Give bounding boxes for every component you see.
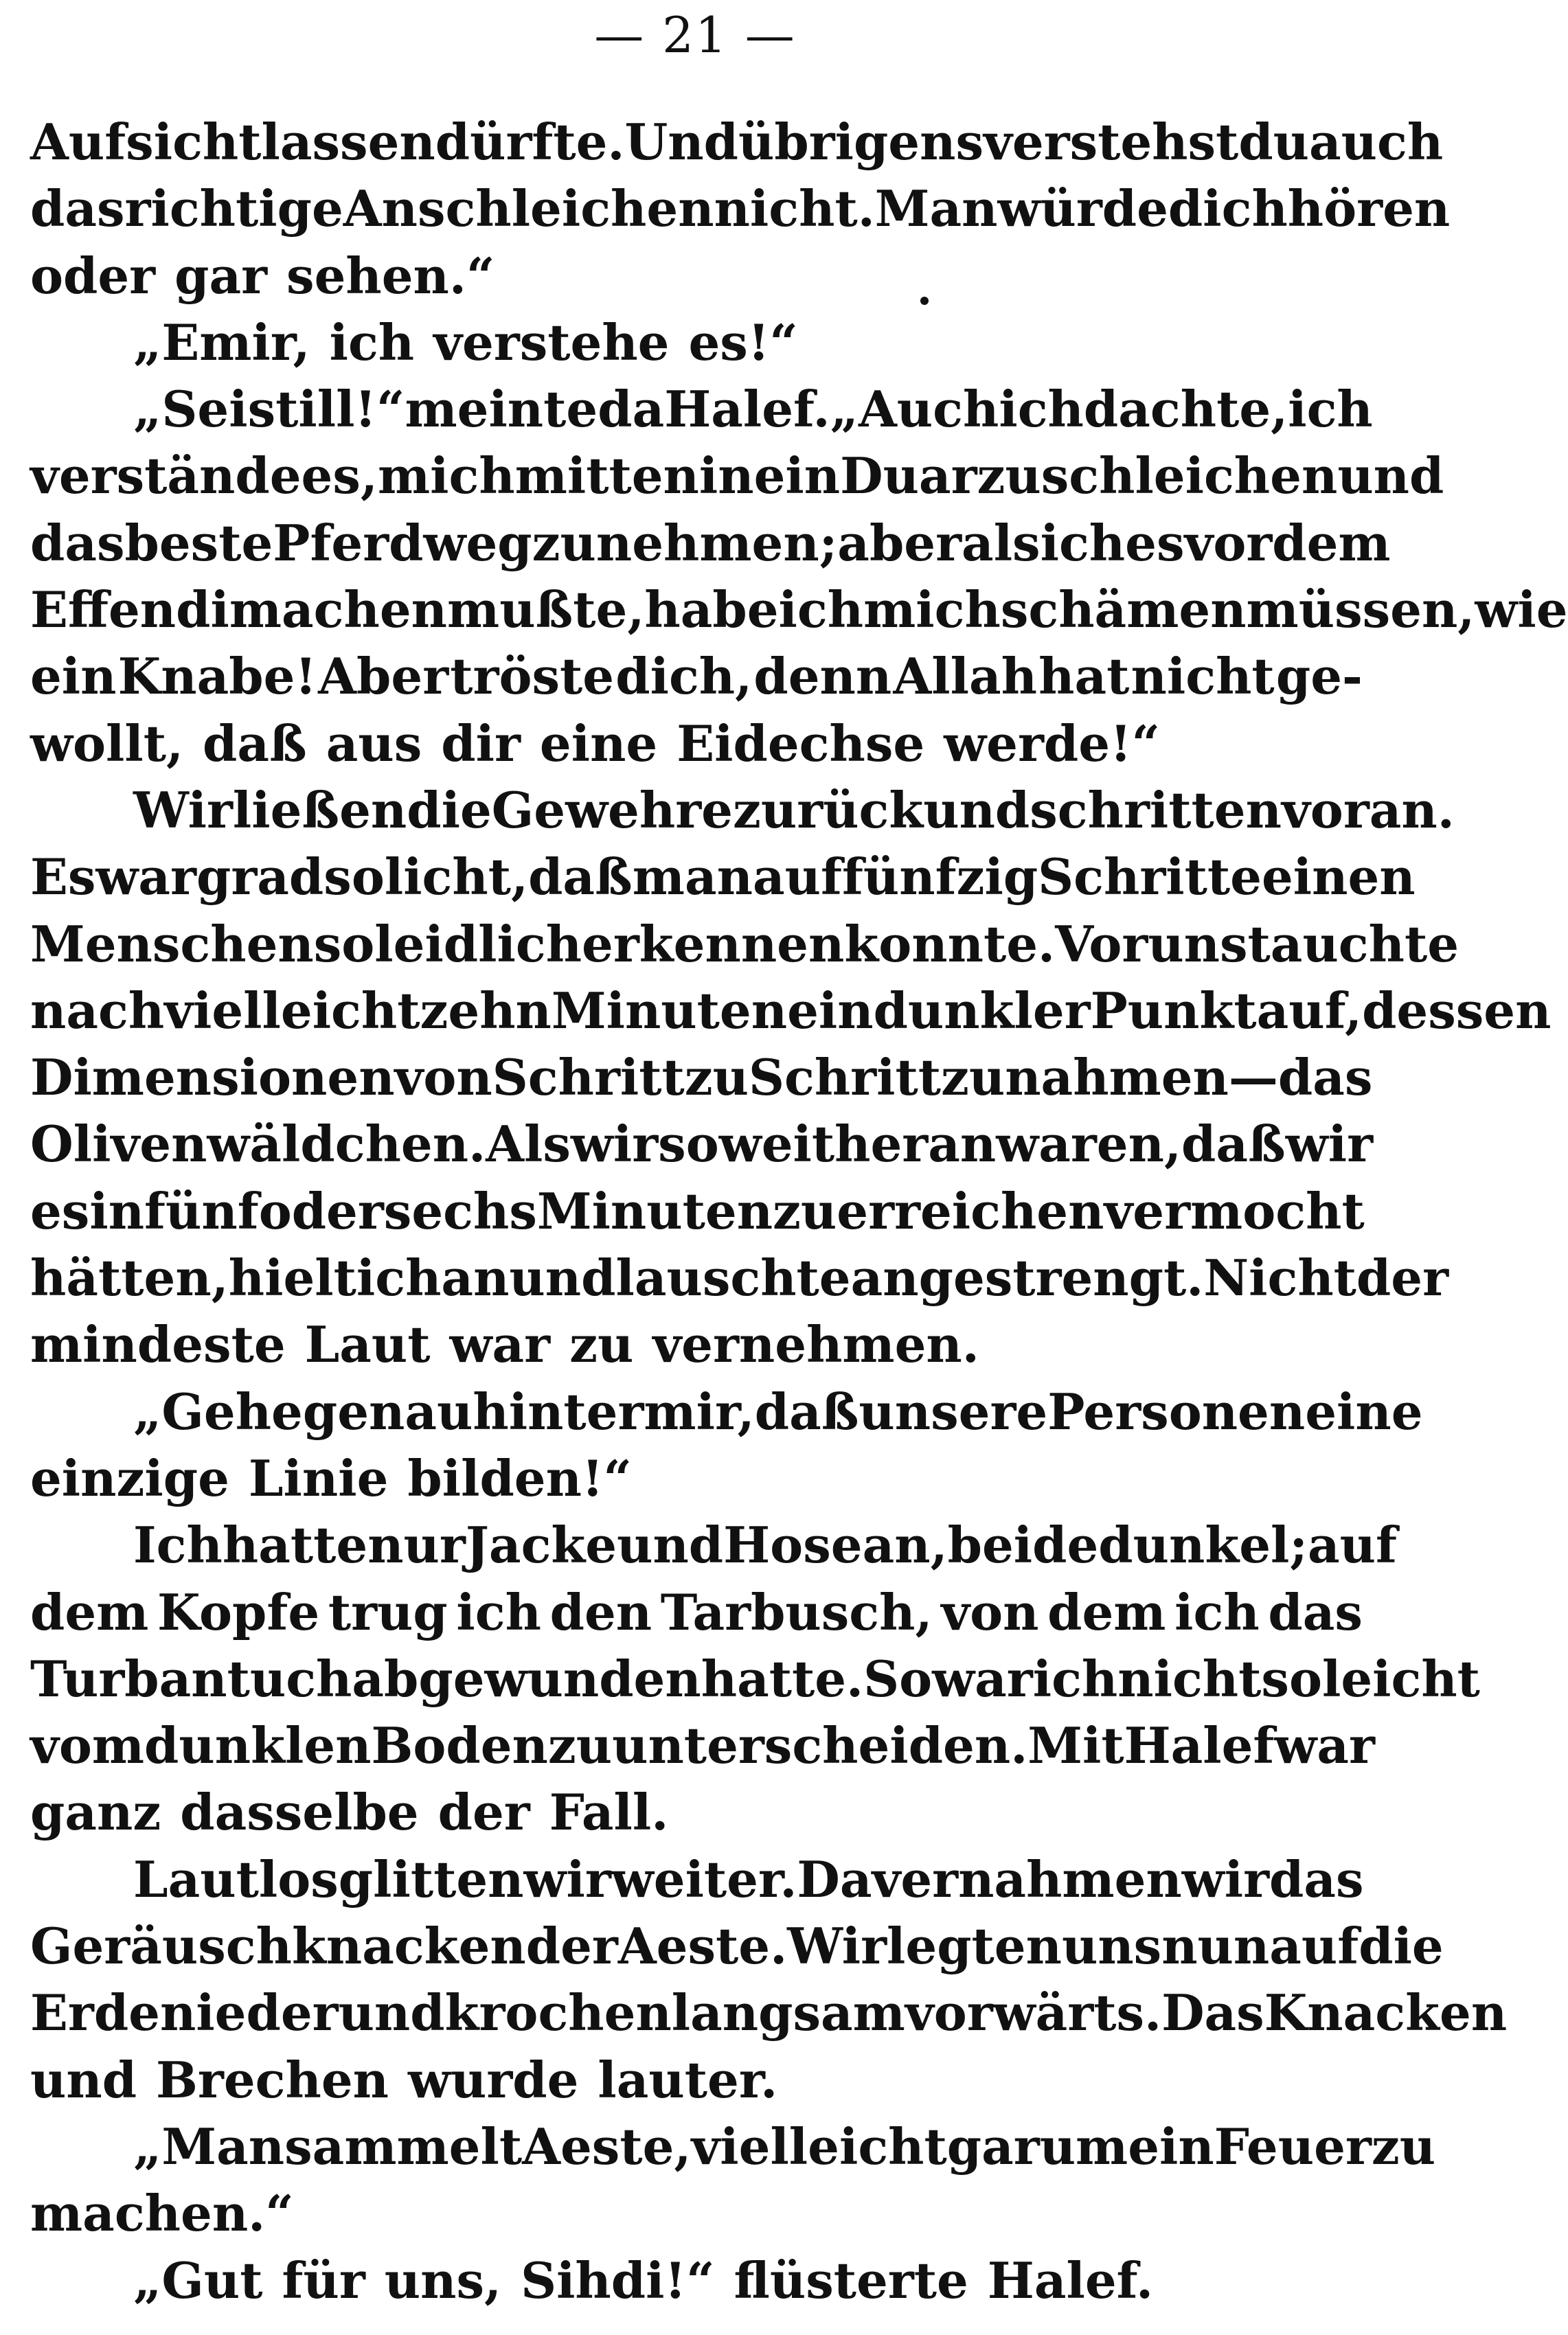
word: verstände	[30, 446, 302, 505]
text-line	[30, 1445, 1363, 1512]
word: Es	[30, 847, 96, 907]
word: Knabe!	[117, 647, 317, 706]
text-line	[30, 643, 1363, 709]
word: beste	[124, 513, 273, 572]
word: Lautlos	[133, 1849, 339, 1909]
word: uns,	[384, 2251, 502, 2310]
text-line	[30, 1244, 1449, 1311]
word: Olivenwäldchen.	[30, 1115, 486, 1174]
word: licht,	[384, 847, 529, 907]
word: Da	[797, 1849, 872, 1909]
text-line	[30, 710, 1363, 777]
word: Schritt	[492, 1048, 685, 1107]
word: und	[338, 1983, 445, 2042]
word: so	[323, 847, 385, 907]
word: meinte	[405, 380, 598, 439]
word: ge-	[1275, 647, 1363, 706]
text-line	[30, 911, 1459, 977]
word: fünfzig	[841, 847, 1038, 907]
word: Dimensionen	[30, 1048, 395, 1107]
word: aber	[837, 513, 962, 572]
word: Menschen	[30, 914, 314, 973]
word: daß	[203, 714, 307, 773]
text-line	[30, 1913, 1444, 1979]
word: trug	[328, 1582, 448, 1641]
word: Personen	[1047, 1382, 1306, 1441]
word: mitten	[514, 446, 699, 505]
word: still!“	[247, 380, 405, 439]
word: wurde	[408, 2050, 579, 2109]
word: dunkler	[873, 981, 1091, 1040]
word: der	[1356, 1249, 1449, 1308]
word: hat	[1038, 647, 1130, 706]
word: vom	[30, 1716, 145, 1775]
word: wir	[570, 1115, 659, 1174]
word: auf	[1307, 1516, 1397, 1575]
word: ich	[1288, 380, 1373, 439]
word: konnte.	[844, 914, 1056, 973]
word: hätten,	[30, 1249, 229, 1308]
word: erreichen	[837, 1181, 1104, 1240]
word: einen	[1261, 847, 1416, 907]
text-line	[30, 1979, 1508, 2046]
word: an,	[862, 1516, 948, 1575]
word: zunahmen	[940, 1048, 1229, 1107]
word: uns	[1148, 914, 1248, 973]
text-line	[30, 1712, 1375, 1779]
word: voran.	[1281, 780, 1455, 839]
word: Halef.	[664, 380, 830, 439]
word: nicht.	[714, 179, 875, 238]
word: und	[1337, 446, 1444, 505]
word: Geräusch	[30, 1917, 292, 1976]
word: Minuten	[536, 1181, 773, 1240]
word: Allah	[893, 647, 1037, 706]
word: ein	[753, 446, 841, 505]
word: leidlich	[374, 914, 582, 973]
word: es!“	[688, 312, 798, 372]
word: zu	[684, 1048, 749, 1107]
word: ich	[1174, 1582, 1260, 1641]
word: Und	[624, 113, 738, 171]
word: verstehe	[433, 312, 670, 372]
word: nicht	[1130, 647, 1275, 706]
word: Tarbusch,	[660, 1582, 933, 1641]
word: Anschleichen	[343, 179, 714, 238]
word: Minuten	[551, 981, 788, 1040]
word: Schritt	[748, 1048, 941, 1107]
word: ich	[456, 1582, 541, 1641]
word: flüsterte	[734, 2251, 968, 2310]
word: Das	[1161, 1983, 1264, 2042]
text-line	[30, 1579, 1363, 1645]
word: Fall.	[549, 1783, 669, 1842]
word: dir	[441, 714, 521, 773]
word: eine	[1305, 1382, 1423, 1441]
text-line	[30, 376, 1373, 442]
word: Boden	[371, 1716, 548, 1775]
word: ließen	[232, 780, 407, 839]
word: Pferd	[273, 513, 424, 572]
word: Eidechse	[677, 714, 925, 773]
word: zurück	[732, 780, 924, 839]
word: dich,	[615, 647, 753, 706]
word: „Man	[133, 2117, 285, 2176]
word: daß	[1181, 1115, 1286, 1174]
word: weiter.	[611, 1849, 797, 1909]
word: dürfte.	[435, 113, 625, 171]
word: zu	[1371, 2117, 1436, 2176]
word: Nicht	[1203, 1249, 1356, 1308]
word: hinter	[473, 1382, 644, 1441]
word: Punkt	[1090, 981, 1257, 1040]
word: es	[30, 1181, 90, 1240]
word: „Gehe	[133, 1382, 303, 1441]
word: dessen	[1362, 981, 1552, 1040]
word: Man	[874, 179, 998, 238]
text-line	[30, 1044, 1373, 1110]
text-line	[30, 242, 1363, 309]
word: auf	[752, 847, 842, 907]
word: dunkel;	[1098, 1516, 1308, 1575]
word: gar	[946, 2117, 1040, 2176]
word: lassen	[261, 113, 435, 171]
text-line	[30, 1779, 1363, 1845]
word: Wir	[787, 1917, 887, 1976]
word: war	[1274, 1716, 1375, 1775]
word: tröste	[450, 647, 615, 706]
word: waren,	[996, 1115, 1182, 1174]
word: wir	[523, 1849, 611, 1909]
word: vernahmen	[872, 1849, 1182, 1909]
text-line	[30, 1512, 1397, 1578]
word: müssen,	[1246, 580, 1475, 639]
word: Aufsicht	[30, 113, 262, 171]
word: sehen.“	[286, 246, 495, 305]
word: ich	[1040, 513, 1126, 572]
word: lauschte	[615, 1249, 851, 1308]
word: mich	[377, 446, 515, 505]
word: der	[438, 1783, 530, 1842]
word: lauter.	[598, 2050, 778, 2109]
word: vernehmen.	[652, 1315, 979, 1374]
word: um	[1039, 2117, 1128, 2176]
word: Jacke	[465, 1516, 617, 1575]
word: so	[658, 1115, 719, 1174]
word: leicht	[1321, 1649, 1480, 1708]
text-line	[30, 510, 1391, 576]
word: oder	[258, 1181, 384, 1240]
text-line	[30, 1846, 1363, 1913]
word: „Sei	[133, 380, 248, 439]
word: ich	[999, 380, 1084, 439]
word: schritten	[1030, 780, 1282, 839]
word: Halef	[1124, 1716, 1275, 1775]
word: dem	[30, 1582, 149, 1641]
word: zu	[569, 1315, 634, 1374]
word: habe	[644, 580, 779, 639]
text-line	[30, 1110, 1373, 1177]
word: das	[1268, 1582, 1363, 1641]
word: krochen	[444, 1983, 672, 2042]
word: aus	[326, 714, 422, 773]
word: an	[441, 1249, 510, 1308]
word: in	[89, 1181, 145, 1240]
word: nicht	[1117, 1649, 1262, 1708]
word: abgewunden	[352, 1649, 701, 1708]
word: mußte,	[447, 580, 645, 639]
word: zu	[773, 1181, 837, 1240]
word: ich	[356, 1249, 442, 1308]
word: Mit	[1027, 1716, 1124, 1775]
word: Erde	[30, 1983, 160, 2042]
word: dunklen	[144, 1716, 372, 1775]
word: denn	[753, 647, 892, 706]
word: glitten	[338, 1849, 524, 1909]
text-line	[30, 309, 1363, 376]
word: „Gut	[133, 2251, 263, 2310]
word: legten	[887, 1917, 1062, 1976]
word: nieder	[159, 1983, 339, 2042]
word: Halef.	[987, 2251, 1154, 2310]
word: die	[1359, 1917, 1444, 1976]
word: weit	[718, 1115, 835, 1174]
word: wollt,	[30, 714, 184, 773]
word: die	[407, 780, 492, 839]
word: daß	[754, 1382, 859, 1441]
text-line	[30, 977, 1552, 1044]
word: vielleicht	[691, 2117, 947, 2176]
word: übrigens	[738, 113, 984, 171]
word: „Auch	[830, 380, 999, 439]
word: Duar	[840, 446, 977, 505]
word: von	[394, 1048, 492, 1107]
word: tauchte	[1247, 914, 1459, 973]
text-line	[30, 1378, 1423, 1445]
word: werde!“	[944, 714, 1161, 773]
word: schleichen	[1041, 446, 1338, 505]
word: oder	[30, 246, 156, 305]
word: uns	[1061, 1917, 1162, 1976]
word: ganz	[30, 1783, 161, 1842]
word: So	[863, 1649, 933, 1708]
text-line	[30, 777, 1455, 843]
word: ein	[1128, 2117, 1214, 2176]
word: vorwärts.	[905, 1983, 1162, 2042]
word: beide	[947, 1516, 1099, 1575]
word: dem	[1272, 513, 1391, 572]
word: Kopfe	[157, 1582, 320, 1641]
word: Laut	[304, 1315, 431, 1374]
text-line	[30, 1311, 1363, 1378]
word: Schritte	[1038, 847, 1262, 907]
text-line	[30, 109, 1444, 175]
word: das	[1277, 1048, 1373, 1107]
word: Brechen	[156, 2050, 389, 2109]
word: mindeste	[30, 1315, 286, 1374]
word: zehn	[420, 981, 552, 1040]
word: daß	[528, 847, 633, 907]
word: auf,	[1256, 981, 1363, 1040]
word: wir	[1181, 1849, 1270, 1909]
word: sammelt	[284, 2117, 523, 2176]
word: nur	[367, 1516, 466, 1575]
text-line	[30, 2180, 1363, 2246]
word: ein	[787, 981, 874, 1040]
word: hören	[1287, 179, 1451, 238]
word: und	[509, 1249, 616, 1308]
word: ich	[1032, 1649, 1118, 1708]
word: schämen	[1000, 580, 1247, 639]
word: machen.“	[30, 2184, 294, 2243]
word: den	[549, 1582, 652, 1641]
word: Linie	[248, 1448, 389, 1507]
word: wir	[1285, 1115, 1373, 1174]
word: vor	[1184, 513, 1273, 572]
word: erkennen	[582, 914, 845, 973]
word: du	[1238, 113, 1310, 171]
word: richtige	[124, 179, 343, 238]
word: Ich	[133, 1516, 223, 1575]
word: unterscheiden.	[612, 1716, 1028, 1775]
word: Feuer	[1214, 2117, 1372, 2176]
word: und	[923, 780, 1030, 839]
text-line	[30, 576, 1568, 643]
word: nun	[1161, 1917, 1270, 1976]
word: angestrengt.	[850, 1249, 1204, 1308]
word: Turbantuch	[30, 1649, 352, 1708]
word: Effendi	[30, 580, 229, 639]
word: von	[941, 1582, 1039, 1641]
word: mir,	[644, 1382, 755, 1441]
word: für	[282, 2251, 365, 2310]
word: gar	[174, 246, 268, 305]
word: und	[30, 2050, 137, 2109]
word: da	[598, 380, 665, 439]
text-line	[30, 1645, 1480, 1712]
word: war	[95, 847, 196, 907]
text-line	[30, 2047, 1363, 2113]
word: sechs	[383, 1181, 537, 1240]
word: „Emir,	[133, 312, 310, 372]
word: fünf	[144, 1181, 259, 1240]
word: grad	[196, 847, 324, 907]
text-line	[30, 843, 1416, 910]
word: als	[962, 513, 1041, 572]
body-text	[30, 109, 1568, 2314]
word: hatte.	[701, 1649, 864, 1708]
word: war	[449, 1315, 551, 1374]
text-line	[30, 442, 1444, 509]
word: vielleicht	[164, 981, 420, 1040]
word: so	[313, 914, 375, 973]
word: Aeste,	[522, 2117, 692, 2176]
word: genau	[302, 1382, 473, 1441]
word: bilden!“	[407, 1448, 632, 1507]
word: es	[1125, 513, 1185, 572]
word: wegzunehmen;	[423, 513, 838, 572]
word: Aber	[318, 647, 449, 706]
word: hielt	[228, 1249, 356, 1308]
word: und	[617, 1516, 724, 1575]
page-number: — 21 —	[594, 6, 796, 64]
word: nach	[30, 981, 165, 1040]
word: vermocht	[1104, 1181, 1365, 1240]
word: so	[1261, 1649, 1322, 1708]
word: auf	[1269, 1917, 1359, 1976]
word: das	[1269, 1849, 1364, 1909]
word: langsam	[671, 1983, 905, 2042]
word: wie	[1475, 580, 1568, 639]
word: war	[932, 1649, 1033, 1708]
word: zu	[977, 446, 1041, 505]
word: dachte,	[1083, 380, 1288, 439]
word: zu	[547, 1716, 613, 1775]
word: —	[1228, 1048, 1278, 1107]
word: einzige	[30, 1448, 229, 1507]
word: Als	[486, 1115, 571, 1174]
word: auch	[1309, 113, 1444, 171]
word: Vor	[1055, 914, 1148, 973]
word: hatte	[222, 1516, 368, 1575]
word: dich	[1168, 179, 1288, 238]
word: Knacken	[1264, 1983, 1508, 2042]
word: Wir	[133, 780, 233, 839]
text-line	[30, 2113, 1436, 2180]
word: ich	[329, 312, 415, 372]
word: man	[632, 847, 753, 907]
word: in	[698, 446, 754, 505]
word: es,	[301, 446, 378, 505]
word: machen	[229, 580, 448, 639]
word: knackender	[291, 1917, 618, 1976]
word: Sihdi!“	[521, 2251, 715, 2310]
word: ein	[30, 647, 117, 706]
word: das	[30, 179, 125, 238]
word: Aeste.	[617, 1917, 788, 1976]
text-line	[30, 1178, 1363, 1244]
word: ich	[778, 580, 864, 639]
word: dem	[1047, 1582, 1166, 1641]
word: würde	[997, 179, 1168, 238]
word: Hose	[723, 1516, 863, 1575]
text-line	[30, 2247, 1363, 2314]
word: mich	[863, 580, 1001, 639]
word: eine	[539, 714, 658, 773]
word: dasselbe	[180, 1783, 419, 1842]
word: unsere	[859, 1382, 1048, 1441]
word: heran	[834, 1115, 997, 1174]
text-line	[30, 175, 1451, 242]
word: das	[30, 513, 125, 572]
word: verstehst	[983, 113, 1239, 171]
word: Gewehre	[491, 780, 733, 839]
